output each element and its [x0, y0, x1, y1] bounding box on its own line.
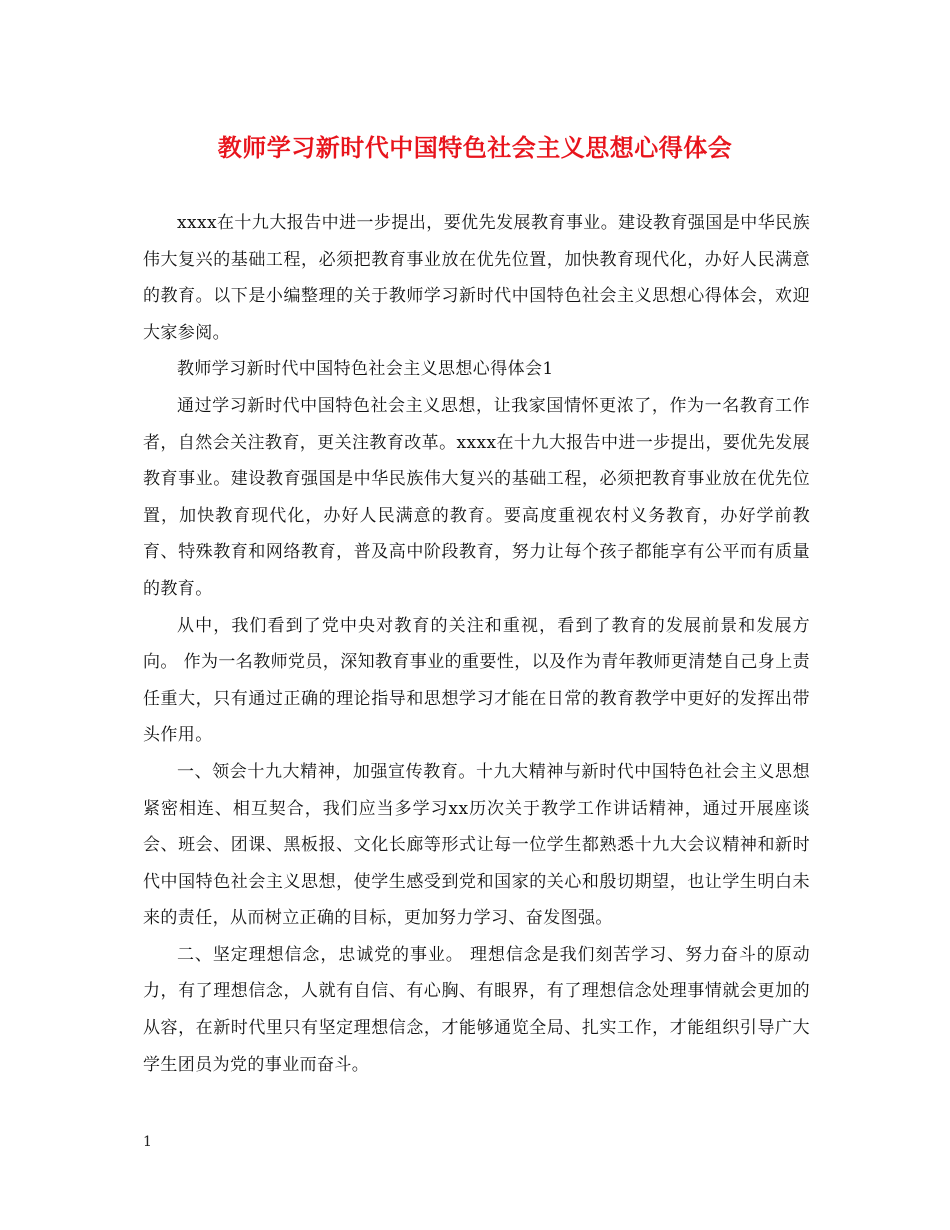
document-title: 教师学习新时代中国特色社会主义思想心得体会: [217, 133, 733, 162]
body-paragraph: 一、领会十九大精神，加强宣传教育。十九大精神与新时代中国特色社会主义思想紧密相连、相互契合，我们应当多学习xx历次关于教学工作讲话精神，通过开展座谈会、班会、团课、黑板报、文化长廊等形式让每一位学生都熟悉十九大会议精神和新时代中国特色社会主义思想，使学生感受到党和国家的关心和殷切期望，也让学生明白未来的责任，从而树立正确的目标，更加努力学习、奋发图强。: [143, 761, 810, 929]
page-number: 1: [143, 1134, 152, 1150]
section-heading: 教师学习新时代中国特色社会主义思想心得体会1: [177, 359, 554, 380]
body-paragraph: 从中，我们看到了党中央对教育的关注和重视，看到了教育的发展前景和发展方向。 作为一名教师党员，深知教育事业的重要性，以及作为青年教师更清楚自己身上责任重大，只有通过正确的理论指导和思想学习才能在日常的教育教学中更好的发挥出带头作用。: [143, 615, 811, 746]
intro-paragraph: xxxx在十九大报告中进一步提出，要优先发展教育事业。建设教育强国是中华民族伟大复兴的基础工程，必须把教育事业放在优先位置，加快教育现代化，办好人民满意的教育。以下是小编整理的关于教师学习新时代中国特色社会主义思想心得体会，欢迎大家参阅。: [143, 213, 810, 343]
body-paragraph: 通过学习新时代中国特色社会主义思想，让我家国情怀更浓了，作为一名教育工作者，自然会关注教育，更关注教育改革。xxxx在十九大报告中进一步提出，要优先发展教育事业。建设教育强国是中华民族伟大复兴的基础工程，必须把教育事业放在优先位置，加快教育现代化，办好人民满意的教育。要高度重视农村义务教育，办好学前教育、特殊教育和网络教育，普及高中阶段教育，努力让每个孩子都能享有公平而有质量的教育。: [143, 395, 810, 599]
document-body: [143, 205, 810, 1083]
body-paragraph: 二、坚定理想信念，忠诚党的事业。 理想信念是我们刻苦学习、努力奋斗的原动力，有了理想信念，人就有自信、有心胸、有眼界，有了理想信念处理事情就会更加的从容，在新时代里只有坚定理想信念，才能够通览全局、扎实工作，才能组织引导广大学生团员为党的事业而奋斗。: [143, 944, 810, 1075]
